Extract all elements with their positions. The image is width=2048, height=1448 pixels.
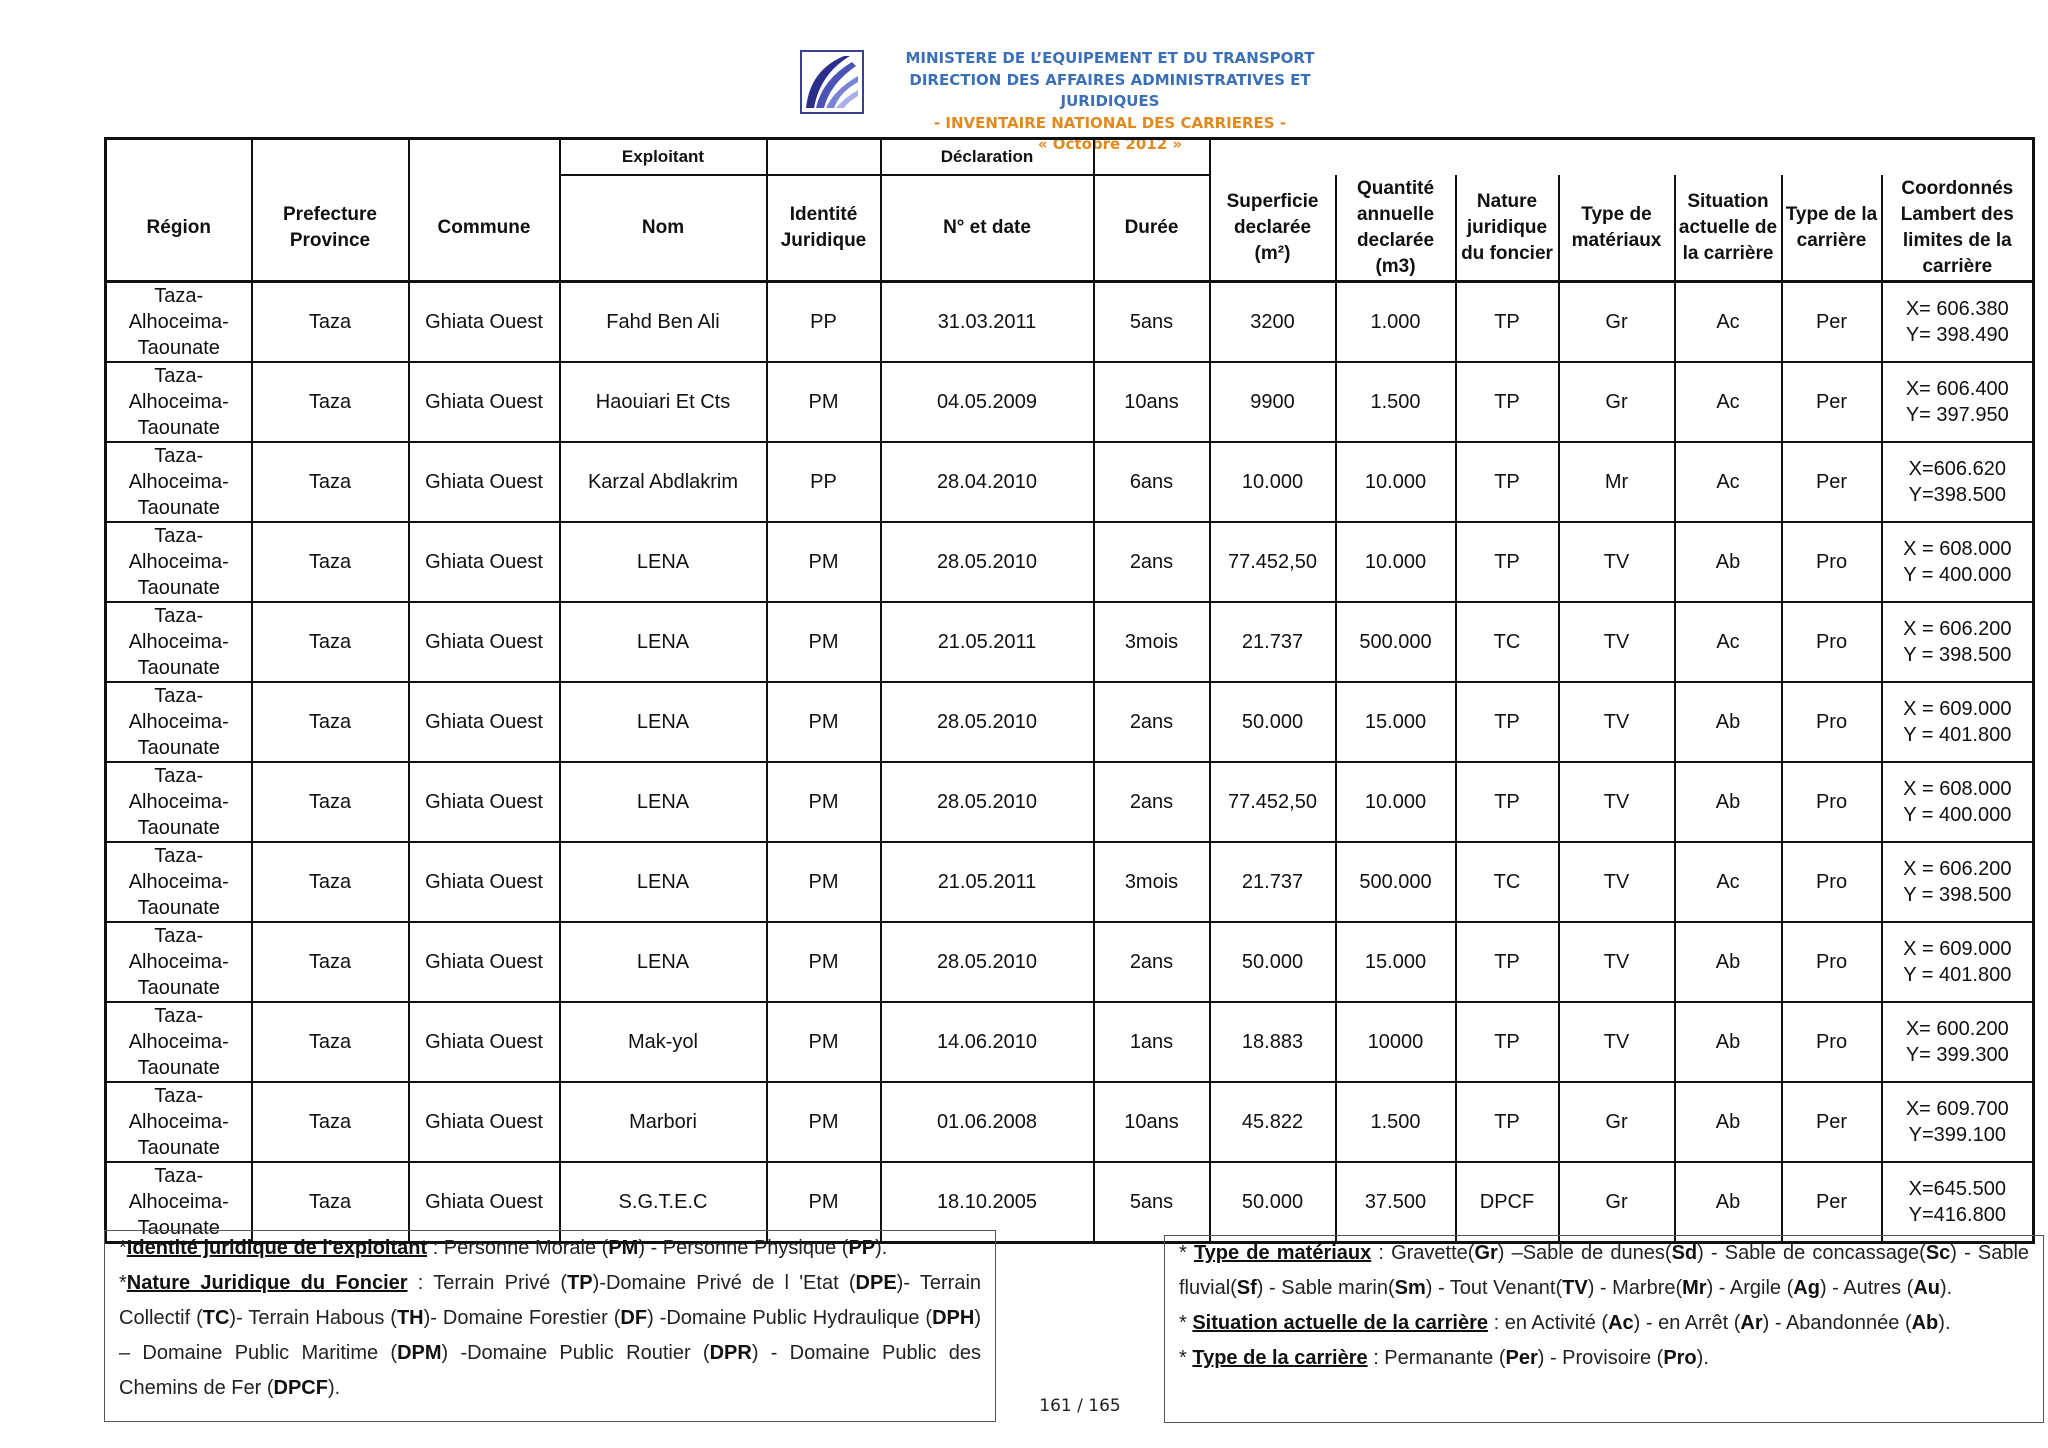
cell-superficie: 3200	[1210, 282, 1336, 363]
cell-commune: Ghiata Ouest	[409, 1162, 560, 1243]
coord-y: Y= 399.300	[1905, 1044, 2009, 1066]
cell-duree: 2ans	[1094, 522, 1210, 602]
cell-quantite: 10.000	[1336, 762, 1456, 842]
cell-situation: Ac	[1675, 442, 1782, 522]
cell-no-date: 28.04.2010	[881, 442, 1094, 522]
cell-quantite: 37.500	[1336, 1162, 1456, 1243]
cell-situation: Ab	[1675, 1002, 1782, 1082]
cell-identite: PM	[767, 922, 881, 1002]
cell-coordonnes	[1882, 602, 2034, 682]
cell-type-carriere: Pro	[1782, 682, 1882, 762]
cell-no-date: 31.03.2011	[881, 282, 1094, 363]
table-row	[106, 922, 2034, 1002]
cell-type-materiaux: Gr	[1559, 282, 1675, 363]
col-header-region: Région	[106, 175, 252, 282]
coord-x: X= 600.200	[1905, 1018, 2009, 1040]
cell-commune: Ghiata Ouest	[409, 362, 560, 442]
coord-x: X = 609.000	[1903, 698, 2012, 720]
cell-type-materiaux: Mr	[1559, 442, 1675, 522]
cell-superficie: 77.452,50	[1210, 762, 1336, 842]
col-header-superficie: Superficie declarée (m²)	[1210, 175, 1336, 282]
coord-y: Y = 398.500	[1903, 644, 2012, 666]
cell-type-carriere: Pro	[1782, 522, 1882, 602]
cell-nom: LENA	[560, 762, 767, 842]
legend-materiaux-label: Type de matériaux	[1193, 1242, 1372, 1264]
col-header-nom: Nom	[560, 175, 767, 282]
cell-commune: Ghiata Ouest	[409, 922, 560, 1002]
cell-no-date: 28.05.2010	[881, 682, 1094, 762]
cell-situation: Ab	[1675, 1082, 1782, 1162]
legend-box-right	[1164, 1235, 2044, 1423]
cell-prefecture: Taza	[252, 922, 409, 1002]
cell-nom: Fahd Ben Ali	[560, 282, 767, 363]
cell-nature: TP	[1456, 1082, 1559, 1162]
cell-nature: DPCF	[1456, 1162, 1559, 1243]
cell-type-carriere: Pro	[1782, 762, 1882, 842]
cell-nature: TP	[1456, 442, 1559, 522]
col-header-quantite: Quantité annuelle declarée (m3)	[1336, 175, 1456, 282]
col-header-commune: Commune	[409, 175, 560, 282]
coord-y: Y= 397.950	[1905, 404, 2009, 426]
cell-superficie: 50.000	[1210, 682, 1336, 762]
cell-type-carriere: Per	[1782, 362, 1882, 442]
cell-situation: Ab	[1675, 762, 1782, 842]
cell-type-carriere: Pro	[1782, 1002, 1882, 1082]
cell-identite: PM	[767, 1162, 881, 1243]
cell-commune: Ghiata Ouest	[409, 522, 560, 602]
cell-nature: TP	[1456, 282, 1559, 363]
cell-nom: Marbori	[560, 1082, 767, 1162]
cell-duree: 2ans	[1094, 922, 1210, 1002]
cell-type-materiaux: TV	[1559, 762, 1675, 842]
cell-type-materiaux: TV	[1559, 1002, 1675, 1082]
group-header-row	[106, 139, 2034, 176]
cell-type-carriere: Per	[1782, 1162, 1882, 1243]
cell-duree: 1ans	[1094, 1002, 1210, 1082]
cell-type-materiaux: TV	[1559, 922, 1675, 1002]
cell-no-date: 18.10.2005	[881, 1162, 1094, 1243]
cell-type-carriere: Pro	[1782, 922, 1882, 1002]
cell-quantite: 15.000	[1336, 922, 1456, 1002]
cell-duree: 10ans	[1094, 362, 1210, 442]
legend-situation-text: : en Activité (Ac) - en Arrêt (Ar) - Abandonnée (Ab).	[1488, 1312, 1951, 1334]
legend-box-left	[104, 1230, 996, 1422]
cell-nom: LENA	[560, 602, 767, 682]
cell-situation: Ab	[1675, 522, 1782, 602]
cell-type-carriere: Per	[1782, 442, 1882, 522]
legend-type-label: Type de la carrière	[1192, 1347, 1368, 1369]
cell-prefecture: Taza	[252, 282, 409, 363]
coord-x: X = 608.000	[1903, 778, 2012, 800]
cell-coordonnes	[1882, 442, 2034, 522]
group-header-exploitant: Exploitant	[560, 139, 767, 176]
cell-commune: Ghiata Ouest	[409, 682, 560, 762]
cell-region: Taza-Alhoceima-Taounate	[106, 842, 252, 922]
coord-y: Y = 401.800	[1903, 724, 2012, 746]
coord-x: X= 606.400	[1905, 378, 2009, 400]
legend-materiaux: * Type de matériaux : Gravette(Gr) –Sable de dunes(Sd) - Sable de concassage(Sc) - Sable fluvial(Sf) - Sable marin(Sm) - Tout Venant(TV) - Marbre(Mr) - Argile (Ag) - Autres (Au).	[1179, 1242, 2030, 1299]
coord-x: X = 606.200	[1903, 618, 2012, 640]
coord-y: Y = 398.500	[1903, 884, 2012, 906]
cell-quantite: 10.000	[1336, 522, 1456, 602]
cell-coordonnes	[1882, 922, 2034, 1002]
cell-nature: TP	[1456, 1002, 1559, 1082]
quarry-inventory-table	[104, 137, 2035, 1244]
cell-superficie: 9900	[1210, 362, 1336, 442]
cell-coordonnes	[1882, 1162, 2034, 1243]
cell-no-date: 21.05.2011	[881, 602, 1094, 682]
cell-superficie: 21.737	[1210, 842, 1336, 922]
legend-situation: * Situation actuelle de la carrière : en Activité (Ac) - en Arrêt (Ar) - Abandonnée (Ab).	[1179, 1312, 1951, 1334]
cell-region: Taza-Alhoceima-Taounate	[106, 442, 252, 522]
cell-region: Taza-Alhoceima-Taounate	[106, 602, 252, 682]
col-header-no-date: N° et date	[881, 175, 1094, 282]
cell-region: Taza-Alhoceima-Taounate	[106, 682, 252, 762]
legend-nature-text: : Terrain Privé (TP)-Domaine Privé de l 'Etat (DPE)- Terrain Collectif (TC)- Terrain Habous (TH)- Domaine Forestier (DF) -Domaine Public Hydraulique (DPH) – Domaine Public Maritime (DPM) -Domaine Public Routier (DPR) - Domaine Public des Chemins de Fer (DPCF).	[119, 1272, 982, 1399]
cell-superficie: 77.452,50	[1210, 522, 1336, 602]
cell-no-date: 14.06.2010	[881, 1002, 1094, 1082]
table-row	[106, 1002, 2034, 1082]
cell-prefecture: Taza	[252, 682, 409, 762]
table-row	[106, 522, 2034, 602]
cell-superficie: 18.883	[1210, 1002, 1336, 1082]
cell-type-materiaux: TV	[1559, 682, 1675, 762]
cell-commune: Ghiata Ouest	[409, 282, 560, 363]
cell-nom: LENA	[560, 522, 767, 602]
coord-y: Y=399.100	[1908, 1124, 2006, 1146]
cell-situation: Ab	[1675, 682, 1782, 762]
cell-type-carriere: Pro	[1782, 602, 1882, 682]
cell-no-date: 01.06.2008	[881, 1082, 1094, 1162]
inventory-title: - INVENTAIRE NATIONAL DES CARRIERES -	[933, 113, 1287, 132]
cell-no-date: 04.05.2009	[881, 362, 1094, 442]
cell-duree: 3mois	[1094, 602, 1210, 682]
col-header-nature: Nature juridique du foncier	[1456, 175, 1559, 282]
legend-materiaux-text: : Gravette(Gr) –Sable de dunes(Sd) - Sable de concassage(Sc) - Sable fluvial(Sf) - Sable marin(Sm) - Tout Venant(TV) - Marbre(Mr) - Argile (Ag) - Autres (Au).	[1179, 1242, 2030, 1299]
col-header-coordonnes: Coordonnés Lambert des limites de la carrière	[1882, 175, 2034, 282]
cell-quantite: 500.000	[1336, 602, 1456, 682]
cell-nature: TP	[1456, 762, 1559, 842]
cell-commune: Ghiata Ouest	[409, 1002, 560, 1082]
coord-y: Y= 398.490	[1905, 324, 2009, 346]
cell-identite: PM	[767, 522, 881, 602]
legend-nature: *Nature Juridique du Foncier : Terrain Privé (TP)-Domaine Privé de l 'Etat (DPE)- Terrain Collectif (TC)- Terrain Habous (TH)- Domaine Forestier (DF) -Domaine Public Hydraulique (DPH) – Domaine Public Maritime (DPM) -Domaine Public Routier (DPR) - Domaine Public des Chemins de Fer (DPCF).	[119, 1272, 982, 1399]
cell-quantite: 500.000	[1336, 842, 1456, 922]
cell-quantite: 10.000	[1336, 442, 1456, 522]
table-row	[106, 282, 2034, 363]
cell-region: Taza-Alhoceima-Taounate	[106, 1082, 252, 1162]
cell-region: Taza-Alhoceima-Taounate	[106, 922, 252, 1002]
cell-identite: PM	[767, 602, 881, 682]
cell-situation: Ab	[1675, 1162, 1782, 1243]
cell-superficie: 45.822	[1210, 1082, 1336, 1162]
cell-situation: Ac	[1675, 602, 1782, 682]
cell-superficie: 50.000	[1210, 922, 1336, 1002]
table-row	[106, 842, 2034, 922]
cell-identite: PM	[767, 842, 881, 922]
cell-situation: Ac	[1675, 362, 1782, 442]
cell-identite: PM	[767, 682, 881, 762]
coord-y: Y=398.500	[1908, 484, 2006, 506]
cell-prefecture: Taza	[252, 442, 409, 522]
cell-duree: 2ans	[1094, 682, 1210, 762]
legend-identite: *Identité juridique de l'exploitant : Personne Morale (PM) - Personne Physique (PP).	[119, 1237, 888, 1259]
cell-type-materiaux: Gr	[1559, 362, 1675, 442]
coord-x: X = 608.000	[1903, 538, 2012, 560]
cell-region: Taza-Alhoceima-Taounate	[106, 362, 252, 442]
cell-identite: PM	[767, 1002, 881, 1082]
cell-superficie: 21.737	[1210, 602, 1336, 682]
cell-prefecture: Taza	[252, 1162, 409, 1243]
cell-quantite: 15.000	[1336, 682, 1456, 762]
col-header-type-carriere: Type de la carrière	[1782, 175, 1882, 282]
cell-region: Taza-Alhoceima-Taounate	[106, 282, 252, 363]
cell-type-materiaux: Gr	[1559, 1162, 1675, 1243]
cell-nom: LENA	[560, 682, 767, 762]
cell-type-materiaux: TV	[1559, 602, 1675, 682]
cell-nature: TP	[1456, 362, 1559, 442]
legend-nature-label: Nature Juridique du Foncier	[126, 1272, 408, 1294]
cell-quantite: 1.000	[1336, 282, 1456, 363]
cell-situation: Ac	[1675, 282, 1782, 363]
table-row	[106, 602, 2034, 682]
cell-coordonnes	[1882, 682, 2034, 762]
cell-duree: 6ans	[1094, 442, 1210, 522]
cell-quantite: 1.500	[1336, 1082, 1456, 1162]
cell-duree: 3mois	[1094, 842, 1210, 922]
cell-nature: TP	[1456, 522, 1559, 602]
cell-commune: Ghiata Ouest	[409, 602, 560, 682]
cell-coordonnes	[1882, 1082, 2034, 1162]
cell-prefecture: Taza	[252, 1082, 409, 1162]
cell-type-materiaux: TV	[1559, 842, 1675, 922]
coord-x: X=645.500	[1908, 1178, 2006, 1200]
cell-nature: TP	[1456, 682, 1559, 762]
cell-prefecture: Taza	[252, 602, 409, 682]
cell-identite: PM	[767, 1082, 881, 1162]
cell-region: Taza-Alhoceima-Taounate	[106, 522, 252, 602]
legend-type-text: : Permanante (Per) - Provisoire (Pro).	[1367, 1347, 1709, 1369]
legend-identite-label: Identité juridique de l'exploitant	[126, 1237, 428, 1259]
table-row	[106, 442, 2034, 522]
coord-x: X= 606.380	[1905, 298, 2009, 320]
cell-nature: TC	[1456, 602, 1559, 682]
cell-type-carriere: Pro	[1782, 842, 1882, 922]
cell-coordonnes	[1882, 362, 2034, 442]
coord-x: X = 606.200	[1903, 858, 2012, 880]
cell-prefecture: Taza	[252, 762, 409, 842]
cell-no-date: 28.05.2010	[881, 922, 1094, 1002]
legend-type: * Type de la carrière : Permanante (Per) - Provisoire (Pro).	[1179, 1347, 1709, 1369]
col-header-type-materiaux: Type de matériaux	[1559, 175, 1675, 282]
cell-region: Taza-Alhoceima-Taounate	[106, 1162, 252, 1243]
column-header-row	[106, 175, 2034, 282]
cell-situation: Ac	[1675, 842, 1782, 922]
cell-coordonnes	[1882, 1002, 2034, 1082]
document-header	[800, 48, 1360, 153]
ministry-logo-icon	[800, 50, 864, 114]
cell-nature: TC	[1456, 842, 1559, 922]
cell-type-carriere: Per	[1782, 1082, 1882, 1162]
cell-duree: 5ans	[1094, 1162, 1210, 1243]
cell-type-materiaux: Gr	[1559, 1082, 1675, 1162]
coord-x: X= 609.700	[1905, 1098, 2009, 1120]
cell-prefecture: Taza	[252, 842, 409, 922]
cell-type-carriere: Per	[1782, 282, 1882, 363]
group-header-declaration: Déclaration	[881, 139, 1094, 176]
cell-nom: S.G.T.E.C	[560, 1162, 767, 1243]
cell-prefecture: Taza	[252, 522, 409, 602]
cell-region: Taza-Alhoceima-Taounate	[106, 1002, 252, 1082]
cell-identite: PM	[767, 362, 881, 442]
cell-coordonnes	[1882, 842, 2034, 922]
cell-nom: LENA	[560, 922, 767, 1002]
cell-commune: Ghiata Ouest	[409, 762, 560, 842]
cell-commune: Ghiata Ouest	[409, 442, 560, 522]
table-row	[106, 1082, 2034, 1162]
cell-identite: PM	[767, 762, 881, 842]
legend-situation-label: Situation actuelle de la carrière	[1192, 1312, 1489, 1334]
cell-coordonnes	[1882, 522, 2034, 602]
coord-y: Y=416.800	[1908, 1204, 2006, 1226]
cell-quantite: 1.500	[1336, 362, 1456, 442]
coord-x: X = 609.000	[1903, 938, 2012, 960]
cell-nom: Haouiari Et Cts	[560, 362, 767, 442]
cell-prefecture: Taza	[252, 1002, 409, 1082]
table-row	[106, 362, 2034, 442]
inventory-date: « Octobre 2012 »	[1037, 135, 1183, 153]
legend-identite-text: : Personne Morale (PM) - Personne Physique (PP).	[427, 1237, 888, 1259]
table-row	[106, 682, 2034, 762]
coord-x: X=606.620	[1908, 458, 2006, 480]
cell-no-date: 28.05.2010	[881, 762, 1094, 842]
cell-coordonnes	[1882, 762, 2034, 842]
col-header-situation: Situation actuelle de la carrière	[1675, 175, 1782, 282]
cell-nature: TP	[1456, 922, 1559, 1002]
cell-coordonnes	[1882, 282, 2034, 363]
col-header-identite: Identité Juridique	[767, 175, 881, 282]
cell-no-date: 28.05.2010	[881, 522, 1094, 602]
cell-commune: Ghiata Ouest	[409, 842, 560, 922]
cell-prefecture: Taza	[252, 362, 409, 442]
cell-nom: LENA	[560, 842, 767, 922]
cell-superficie: 50.000	[1210, 1162, 1336, 1243]
coord-y: Y = 401.800	[1903, 964, 2012, 986]
coord-y: Y = 400.000	[1903, 564, 2012, 586]
col-header-duree: Durée	[1094, 175, 1210, 282]
coord-y: Y = 400.000	[1903, 804, 2012, 826]
cell-situation: Ab	[1675, 922, 1782, 1002]
col-header-prefecture: Prefecture Province	[252, 175, 409, 282]
cell-nom: Karzal Abdlakrim	[560, 442, 767, 522]
cell-region: Taza-Alhoceima-Taounate	[106, 762, 252, 842]
ministry-name: MINISTERE DE L’EQUIPEMENT ET DU TRANSPORT	[905, 49, 1315, 67]
cell-superficie: 10.000	[1210, 442, 1336, 522]
cell-duree: 5ans	[1094, 282, 1210, 363]
cell-identite: PP	[767, 282, 881, 363]
cell-nom: Mak-yol	[560, 1002, 767, 1082]
cell-no-date: 21.05.2011	[881, 842, 1094, 922]
cell-duree: 10ans	[1094, 1082, 1210, 1162]
table-row	[106, 762, 2034, 842]
page-number: 161 / 165	[1039, 1396, 1121, 1416]
direction-name: DIRECTION DES AFFAIRES ADMINISTRATIVES ET JURIDIQUES	[909, 70, 1311, 110]
cell-quantite: 10000	[1336, 1002, 1456, 1082]
cell-commune: Ghiata Ouest	[409, 1082, 560, 1162]
cell-duree: 2ans	[1094, 762, 1210, 842]
cell-identite: PP	[767, 442, 881, 522]
cell-type-materiaux: TV	[1559, 522, 1675, 602]
